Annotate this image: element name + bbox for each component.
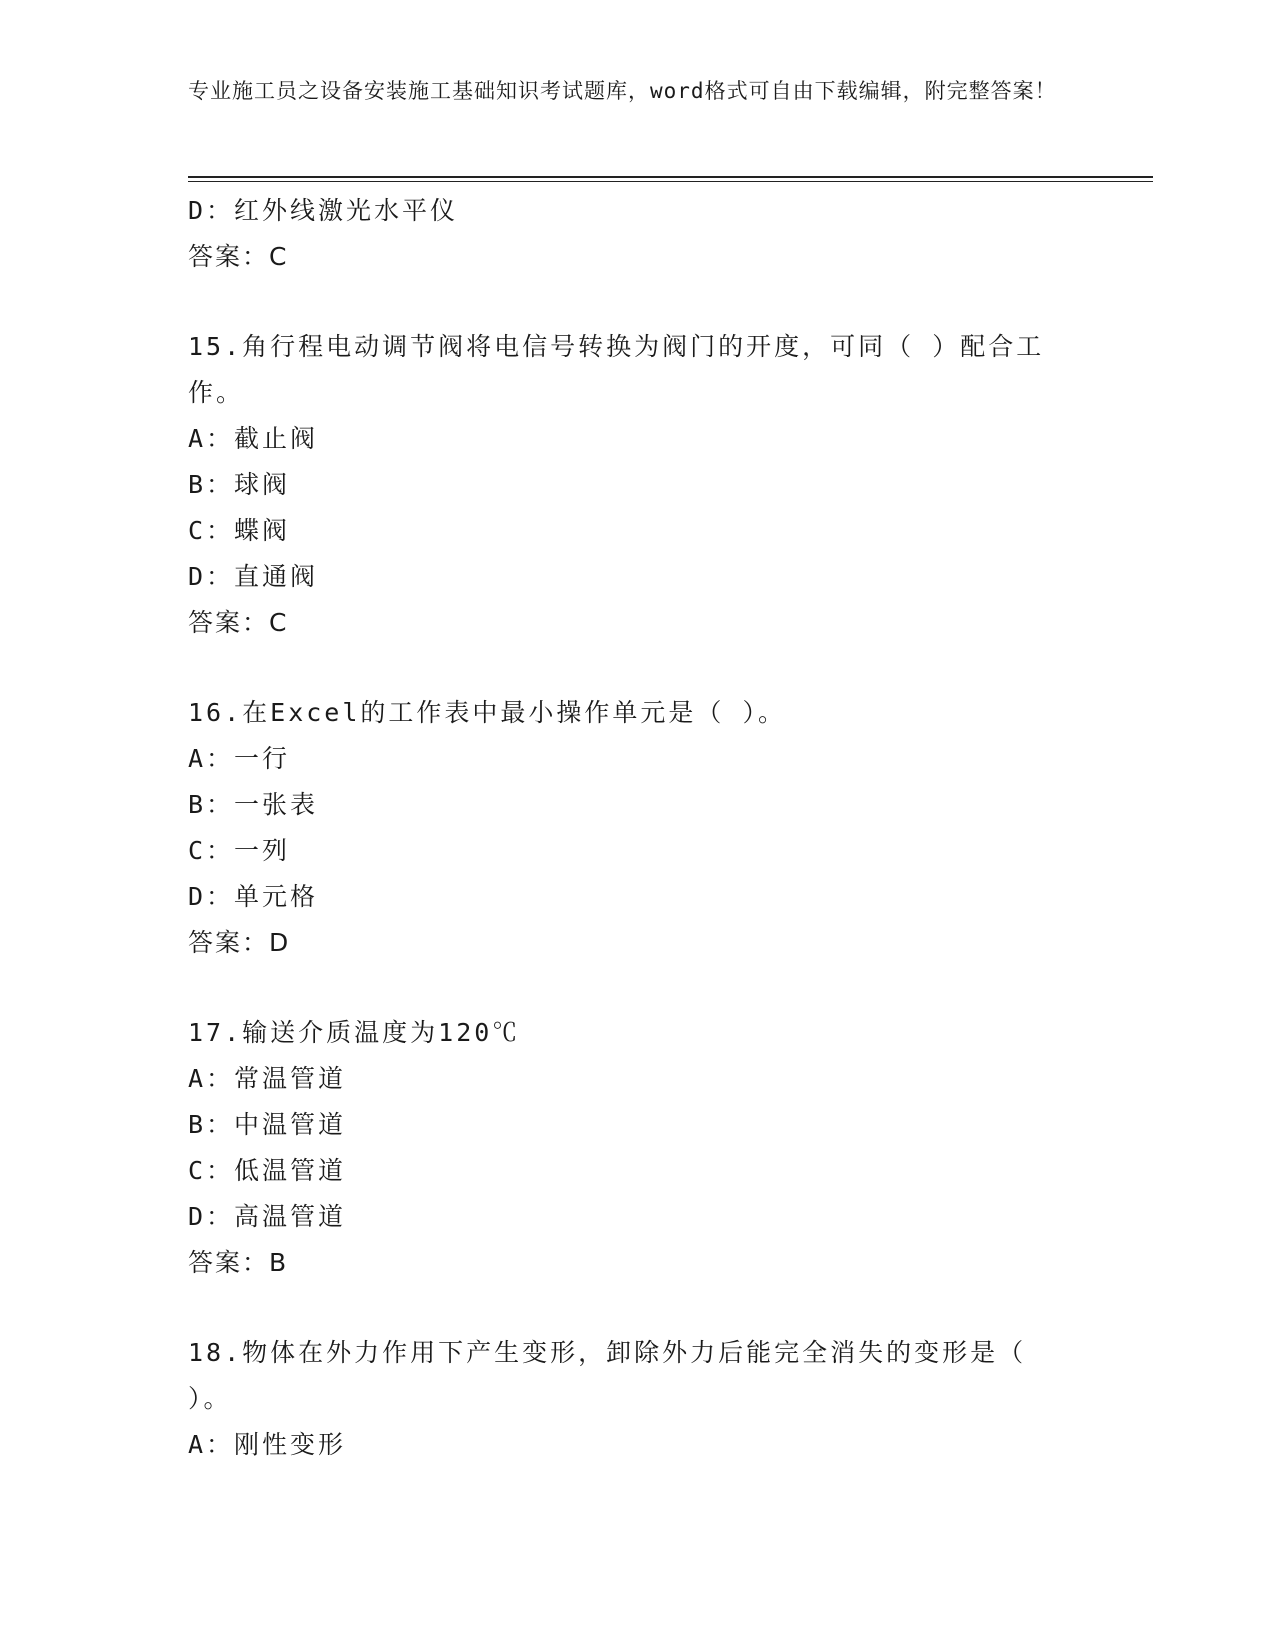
question-list	[188, 188, 1068, 1468]
option-d: D：直通阀	[188, 562, 319, 591]
question-text: 16.在Excel的工作表中最小操作单元是（ ）。	[188, 698, 786, 727]
question-15	[188, 324, 1068, 646]
option-d: D：红外线激光水平仪	[188, 196, 459, 225]
option-a: A：常温管道	[188, 1064, 347, 1093]
question-text: 17.输送介质温度为120℃	[188, 1018, 521, 1047]
option-a: A：截止阀	[188, 424, 319, 453]
question-text: 18.物体在外力作用下产生变形，卸除外力后能完全消失的变形是（ ）。	[188, 1338, 1027, 1413]
answer-line: 答案：B	[188, 1248, 289, 1277]
document-header: 专业施工员之设备安装施工基础知识考试题库，word格式可自由下载编辑，附完整答案！	[188, 79, 1057, 103]
option-d: D：高温管道	[188, 1202, 347, 1231]
option-c: C：蝶阀	[188, 516, 291, 545]
question-17	[188, 1010, 1068, 1286]
answer-line: 答案：C	[188, 608, 289, 637]
answer-line: 答案：D	[188, 928, 291, 957]
question-text: 15.角行程电动调节阀将电信号转换为阀门的开度，可同（ ）配合工作。	[188, 332, 1045, 407]
option-b: B：球阀	[188, 470, 291, 499]
option-a: A：刚性变形	[188, 1430, 347, 1459]
question-16	[188, 690, 1068, 966]
option-c: C：低温管道	[188, 1156, 347, 1185]
option-b: B：中温管道	[188, 1110, 347, 1139]
option-d: D：单元格	[188, 882, 319, 911]
question-18	[188, 1330, 1068, 1468]
option-c: C：一列	[188, 836, 291, 865]
header-divider-thin	[188, 181, 1153, 182]
answer-line: 答案：C	[188, 242, 289, 271]
header-divider-thick	[188, 176, 1153, 178]
option-a: A：一行	[188, 744, 291, 773]
option-b: B：一张表	[188, 790, 319, 819]
